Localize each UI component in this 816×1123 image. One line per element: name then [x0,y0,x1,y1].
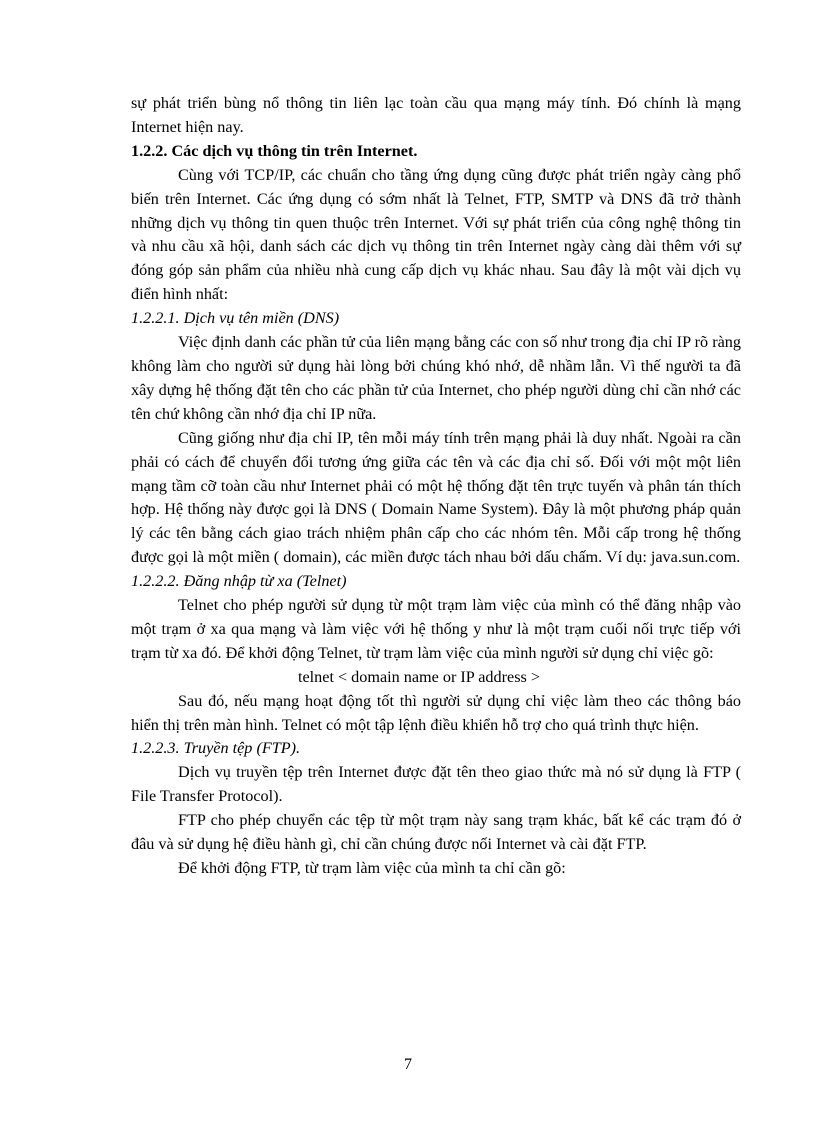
document-body [131,92,741,881]
subsection-heading-telnet: 1.2.2.2. Đăng nhập từ xa (Telnet) [131,572,347,591]
paragraph-intro-services: Cùng với TCP/IP, các chuẩn cho tầng ứng dụng cũng được phát triển ngày càng phổ biến trên Internet. Các ứng dụng có sớm nhất là Telnet, FTP, SMTP và DNS đã trở thành những dịch vụ thông tin quen thuộc trên Internet. Với sự phát triển của công nghệ thông tin và nhu cầu xã hội, danh sách các dịch vụ thông tin trên Internet ngày càng dài thêm với sự đóng góp sản phẩm của nhiều nhà cung cấp dịch vụ khác nhau. Sau đây là một vài dịch vụ điển hình nhất: [131,165,741,304]
paragraph-dns-1: Việc định danh các phần tử của liên mạng bằng các con số như trong địa chỉ IP rõ ràng không làm cho người sử dụng hài lòng bởi chúng khó nhớ, dễ nhầm lẫn. Vì thế người ta đã xây dựng hệ thống đặt tên cho các phần tử của Internet, cho phép người dùng chỉ cần nhớ các tên chứ không cần nhớ địa chỉ IP nữa. [131,333,741,423]
paragraph-dns-2: Cũng giống như địa chỉ IP, tên mỗi máy tính trên mạng phải là duy nhất. Ngoài ra cần phải có cách để chuyển đổi tương ứng giữa các tên và các địa chỉ số. Đối với một một liên mạng tầm cỡ toàn cầu như Internet phải có một hệ thống đặt tên trực tuyến và phân tán thích hợp. Hệ thống này được gọi là DNS ( Domain Name System). Đây là một phương pháp quản lý các tên bằng cách giao trách nhiệm phân cấp cho các nhóm tên. Mỗi cấp trong hệ thống được gọi là một miền ( domain), các miền được tách nhau bởi dấu chấm. Ví dụ: java.sun.com. [131,428,741,567]
paragraph-continuation: sự phát triển bùng nổ thông tin liên lạc toàn cầu qua mạng máy tính. Đó chính là mạng Internet hiện nay. [131,94,741,136]
subsection-heading-dns: 1.2.2.1. Dịch vụ tên miền (DNS) [131,309,340,328]
subsection-heading-ftp: 1.2.2.3. Truyền tệp (FTP). [131,739,301,758]
paragraph-ftp-1: Dịch vụ truyền tệp trên Internet được đặt tên theo giao thức mà nó sử dụng là FTP ( File Transfer Protocol). [131,763,741,806]
paragraph-ftp-2: FTP cho phép chuyển các tệp từ một trạm này sang trạm khác, bất kể các trạm đó ở đâu và sử dụng hệ điều hành gì, chỉ cần chúng được nối Internet và cài đặt FTP. [131,811,741,854]
command-line-telnet: telnet < domain name or IP address > [298,667,540,686]
paragraph-telnet-2: Sau đó, nếu mạng hoạt động tốt thì người sử dụng chỉ việc làm theo các thông báo hiển thị trên màn hình. Telnet có một tập lệnh điều khiển hỗ trợ cho quá trình thực hiện. [131,691,741,734]
paragraph-telnet-1: Telnet cho phép người sử dụng từ một trạm làm việc của mình có thể đăng nhập vào một trạm ở xa qua mạng và làm việc với hệ thống y như là một trạm cuối nối trực tiếp với trạm từ xa đó. Để khởi động Telnet, từ trạm làm việc của mình người sử dụng chỉ việc gõ: [131,596,741,662]
paragraph-ftp-3: Để khởi động FTP, từ trạm làm việc của mình ta chỉ cần gõ: [178,859,566,877]
section-heading-1-2-2: 1.2.2. Các dịch vụ thông tin trên Internet. [131,141,418,160]
page-number: 7 [404,1056,412,1073]
